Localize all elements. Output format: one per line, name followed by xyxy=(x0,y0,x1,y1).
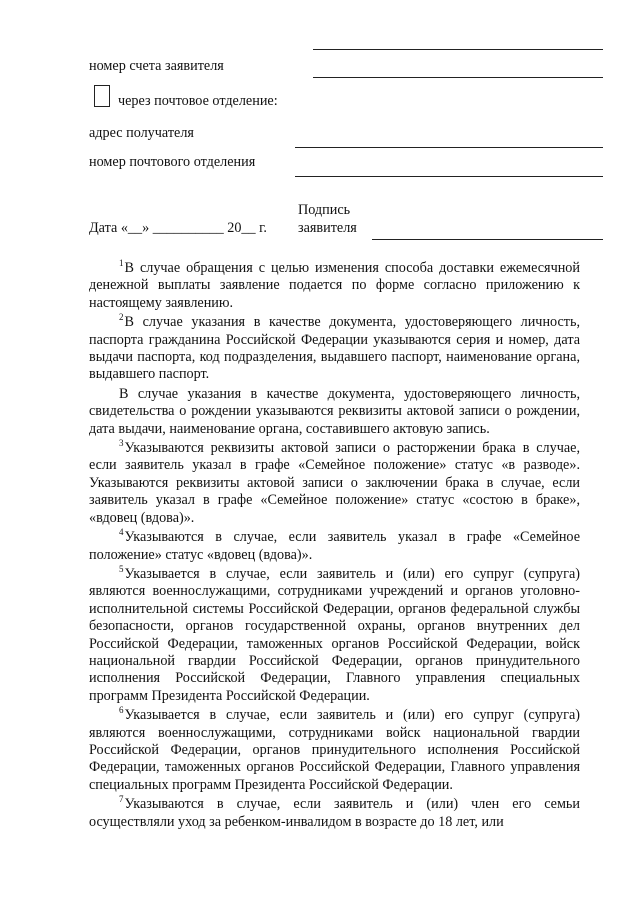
footnote-text: В случае обращения с целью изменения способа доставки ежемесячной денежной выплаты заявление подается по форме согласно приложению к настоящему заявлению. xyxy=(89,260,580,311)
date-label: Дата «__» __________ 20__ г. xyxy=(89,220,267,236)
signature-label-1: Подпись xyxy=(298,202,351,218)
signature-line[interactable] xyxy=(372,239,603,240)
footnote-number: 4 xyxy=(119,527,124,538)
footnote xyxy=(89,314,580,384)
footnote xyxy=(89,440,580,527)
footnote xyxy=(89,707,580,794)
footnote-text: Указываются в случае, если заявитель указал в графе «Семейное положение» статус «вдовец (вдова)». xyxy=(89,529,580,563)
recipient-address-line[interactable] xyxy=(295,147,603,148)
footnotes xyxy=(89,260,580,831)
footnote-number: 1 xyxy=(119,258,124,268)
post-office-label: номер почтового отделения xyxy=(89,154,256,170)
post-office-line[interactable] xyxy=(295,176,603,177)
footnote xyxy=(89,386,580,438)
post-option-label: через почтовое отделение: xyxy=(118,93,278,109)
account-line-bottom[interactable] xyxy=(313,77,603,78)
post-office-checkbox[interactable] xyxy=(94,85,110,107)
recipient-address-label: адрес получателя xyxy=(89,125,194,141)
footnote xyxy=(89,529,580,564)
footnote xyxy=(89,260,580,312)
footnote-text: Указывается в случае, если заявитель и (или) его супруг (супруга) являются военнослужащими, сотрудниками учреждений и органов уголовно-исполнительной системы Российской Федерации, органов федеральной службы безопасности, органов государственной охраны, органов внутренних дел Российской Федерации, таможенных органов Российской Федерации, войск национальной гвардии Российской Федерации, органов принудительного исполнения Российской Федерации, Главного управления специальных программ Президента Российской Федерации. xyxy=(89,565,580,704)
footnote-text: В случае указания в качестве документа, удостоверяющего личность, паспорта гражданина Российской Федерации указываются серия и номер, дата выдачи паспорта, код подразделения, выдавшего паспорт, наименование органа, выдавшего паспорт. xyxy=(89,314,580,383)
footnote-text: Указываются реквизиты актовой записи о расторжении брака в случае, если заявитель указал в графе «Семейное положение» статус «в разводе». Указываются реквизиты актовой записи о заключении брака в случае, если заявитель указал в графе «Семейное положение» статус «состою в браке», «вдовец (вдова)». xyxy=(89,440,580,526)
footnote-number: 7 xyxy=(119,794,124,805)
footnote-text: Указываются в случае, если заявитель и (или) член его семьи осуществляли уход за ребенком-инвалидом в возрасте до 18 лет, или xyxy=(89,796,580,830)
footnote-number: 3 xyxy=(119,438,124,449)
footnote-number: 2 xyxy=(119,312,124,323)
footnote-text: Указывается в случае, если заявитель и (или) его супруг (супруга) являются военнослужащими, сотрудниками войск национальной гвардии Российской Федерации, органов принудительного исполнения Российской Федерации, таможенных органов Российской Федерации, Главного управления специальных программ Президента Российской Федерации. xyxy=(89,707,580,793)
account-label: номер счета заявителя xyxy=(89,58,224,74)
footnote-number: 5 xyxy=(119,563,124,574)
signature-label-2: заявителя xyxy=(298,220,357,236)
account-line-top xyxy=(313,49,603,50)
footnote xyxy=(89,796,580,831)
footnote xyxy=(89,563,580,705)
footnote-number: 6 xyxy=(119,705,124,716)
footnote-text: В случае указания в качестве документа, удостоверяющего личность, свидетельства о рождении указываются реквизиты актовой записи о рождении, дата выдачи, наименование органа, составившего актовую запись. xyxy=(89,385,580,437)
